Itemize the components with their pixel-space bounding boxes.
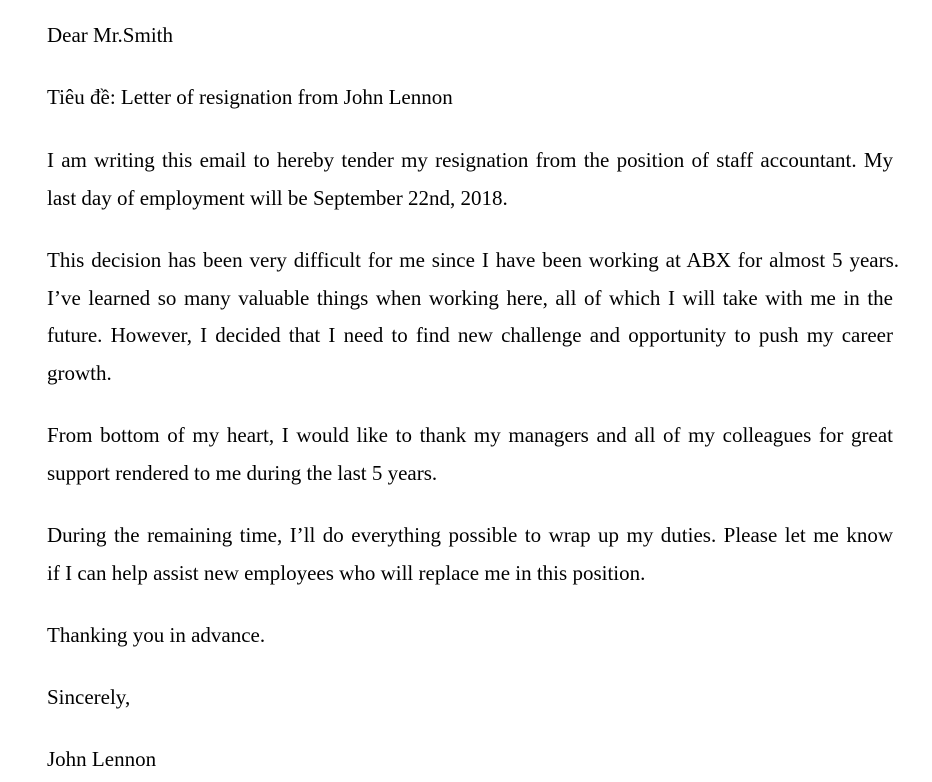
paragraph-transition (47, 517, 893, 592)
paragraph-resignation-notice (47, 142, 893, 217)
paragraph-line: growth. (47, 360, 112, 385)
paragraph-line: During the remaining time, I’ll do everything possible to wrap up my duties. Please let me know (47, 523, 893, 547)
paragraph-line: support rendered to me during the last 5 years. (47, 460, 438, 485)
paragraph-line: I’ve learned so many valuable things when working here, all of which I will take with me in the (47, 285, 893, 310)
paragraph-line: I am writing this email to hereby tender my resignation from the position of staff accountant. My (47, 148, 893, 172)
paragraph-line: This decision has been very difficult for me since I have been working at ABX for almost 5 years. (47, 248, 899, 272)
salutation: Dear Mr.Smith (47, 23, 173, 47)
paragraph-line: last day of employment will be September 22nd, 2018. (47, 185, 508, 210)
paragraph-line: From bottom of my heart, I would like to thank my managers and all of my colleagues for great (47, 423, 893, 447)
signoff: Sincerely, (47, 685, 131, 709)
paragraph-line: if I can help assist new employees who will replace me in this position. (47, 560, 646, 585)
closing-thanks: Thanking you in advance. (47, 623, 266, 647)
paragraph-line: future. However, I decided that I need to find new challenge and opportunity to push my career (47, 323, 893, 347)
signature: John Lennon (47, 747, 157, 771)
paragraph-decision (47, 242, 899, 392)
paragraph-thanks (47, 417, 893, 492)
subject-line: Tiêu đề: Letter of resignation from John Lennon (47, 85, 453, 109)
